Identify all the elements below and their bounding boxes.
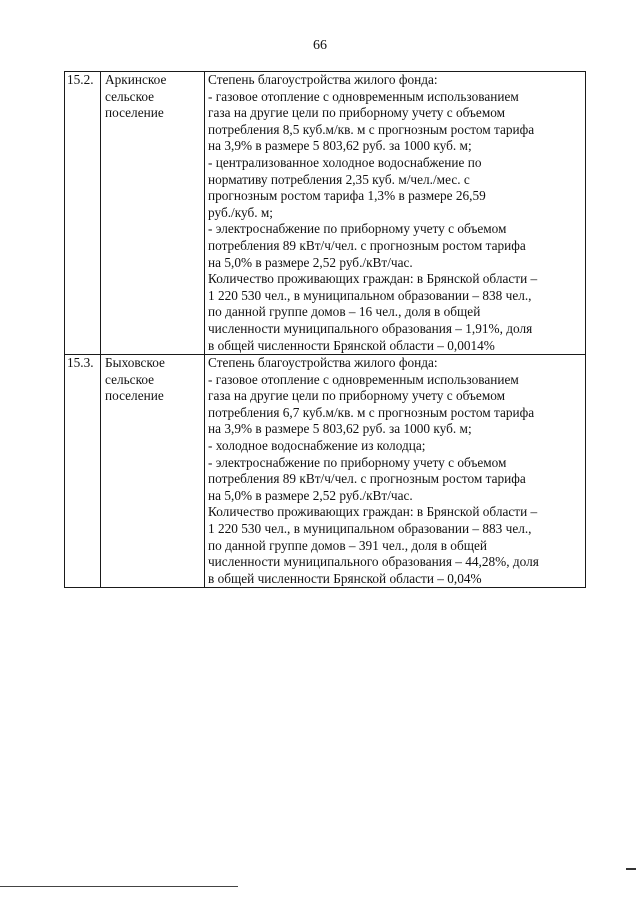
description-line: прогнозным ростом тарифа 1,3% в размере 26,59 [208, 188, 486, 204]
footer-rule [0, 886, 238, 887]
settlement-table [64, 71, 586, 588]
description-line: по данной группе домов – 16 чел., доля в общей [208, 304, 481, 320]
settlement-name-line: Быховское [105, 355, 165, 371]
edge-mark [626, 868, 636, 870]
description-cell [205, 72, 586, 355]
description-line: численности муниципального образования – 1,91%, доля [208, 320, 533, 336]
description-line: в общей численности Брянской области – 0,04% [208, 570, 482, 586]
description-line: - газовое отопление с одновременным использованием [208, 88, 519, 104]
description-line: на 5,0% в размере 2,52 руб./кВт/час. [208, 487, 413, 503]
description-line: нормативу потребления 2,35 куб. м/чел./мес. с [208, 171, 470, 187]
description-line: численности муниципального образования – 44,28%, доля [208, 554, 539, 570]
table-body [65, 72, 586, 588]
description-line: Количество проживающих граждан: в Брянской области – [208, 271, 538, 287]
description-line: на 3,9% в размере 5 803,62 руб. за 1000 куб. м; [208, 421, 472, 437]
settlement-name-line: поселение [105, 388, 164, 404]
description-line: потребления 6,7 куб.м/кв. м с прогнозным ростом тарифа [208, 404, 535, 420]
table-row [65, 72, 586, 355]
description-line: в общей численности Брянской области – 0,0014% [208, 337, 495, 353]
description-line: потребления 89 кВт/ч/чел. с прогнозным ростом тарифа [208, 237, 526, 253]
description-line: по данной группе домов – 391 чел., доля в общей [208, 537, 487, 553]
description-line: потребления 8,5 куб.м/кв. м с прогнозным ростом тарифа [208, 121, 535, 137]
settlement-name-cell [101, 355, 205, 588]
description-line: потребления 89 кВт/ч/чел. с прогнозным ростом тарифа [208, 471, 526, 487]
row-number-cell: 15.2. [65, 72, 101, 355]
description-line: Степень благоустройства жилого фонда: [208, 72, 438, 87]
description-line: на 5,0% в размере 2,52 руб./кВт/час. [208, 254, 413, 270]
description-line: 1 220 530 чел., в муниципальном образовании – 838 чел., [208, 287, 532, 303]
description-line: газа на другие цели по приборному учету с объемом [208, 105, 506, 121]
description-cell [205, 355, 586, 588]
settlement-name-cell [101, 72, 205, 355]
settlement-name-line: Аркинское [105, 72, 167, 87]
description-line: - электроснабжение по приборному учету с объемом [208, 221, 507, 237]
description-line: - электроснабжение по приборному учету с объемом [208, 454, 507, 470]
description-line: Количество проживающих граждан: в Брянской области – [208, 504, 538, 520]
description-line: газа на другие цели по приборному учету с объемом [208, 388, 506, 404]
description-line: Степень благоустройства жилого фонда: [208, 355, 438, 371]
description-line: руб./куб. м; [208, 204, 273, 220]
page-number: 66 [313, 38, 327, 53]
description-line: 1 220 530 чел., в муниципальном образовании – 883 чел., [208, 521, 532, 537]
description-line: - централизованное холодное водоснабжение по [208, 154, 482, 170]
row-number-cell: 15.3. [65, 355, 101, 588]
settlement-name-line: сельское [105, 371, 155, 387]
settlement-name-line: сельское [105, 88, 155, 104]
description-line: - холодное водоснабжение из колодца; [208, 438, 426, 454]
settlement-name-line: поселение [105, 105, 164, 121]
table-row [65, 355, 586, 588]
description-line: на 3,9% в размере 5 803,62 руб. за 1000 куб. м; [208, 138, 472, 154]
description-line: - газовое отопление с одновременным использованием [208, 371, 519, 387]
